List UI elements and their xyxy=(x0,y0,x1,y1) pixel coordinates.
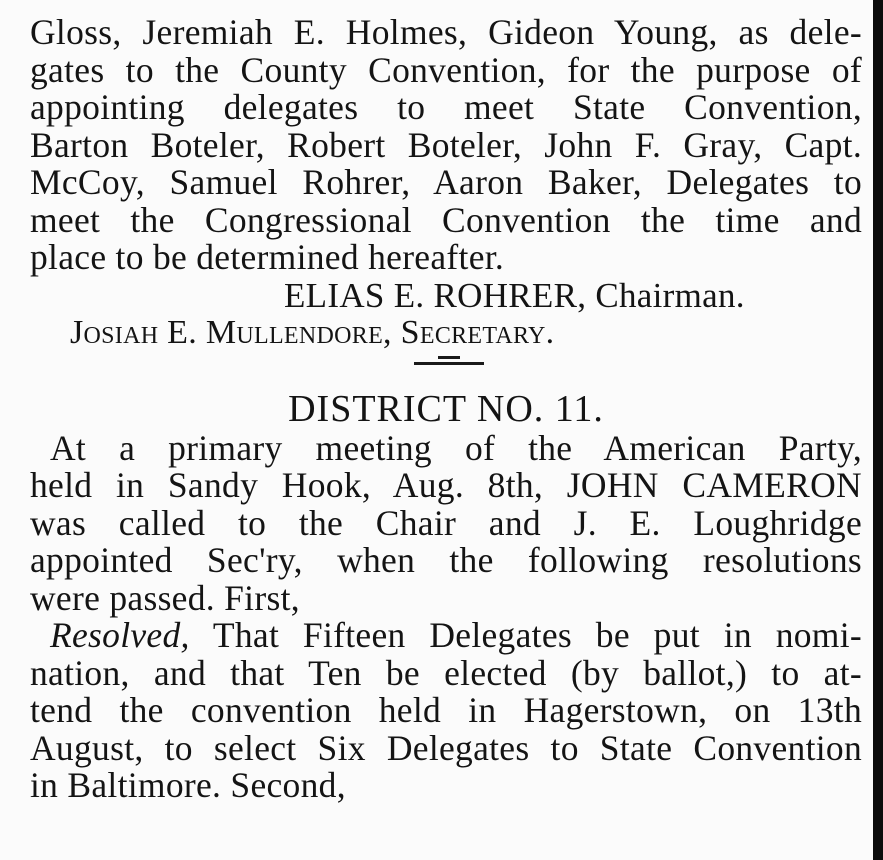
section-divider xyxy=(30,352,862,386)
divider-rule xyxy=(414,362,484,365)
text-line: At a primary meeting of the American Party, xyxy=(50,427,862,468)
district-heading: DISTRICT NO. 11. xyxy=(288,387,604,430)
text-line: appointing delegates to meet State Convention, xyxy=(30,87,862,127)
paragraph-resolution xyxy=(30,617,862,805)
text-line: appointed Sec'ry, when the following resolutions xyxy=(30,540,862,580)
text-span: That Fifteen Delegates be put in nomi- xyxy=(189,615,862,655)
text-line: was called to the Chair and J. E. Loughridge xyxy=(30,502,862,543)
paragraph-meeting xyxy=(30,427,862,618)
resolved-word: Resolved, xyxy=(50,615,190,655)
secretary-signature: Josiah E. Mullendore, Secretary. xyxy=(70,314,555,351)
text-line: nation, and that Ten be elected (by ballot,) to at- xyxy=(30,652,862,693)
text-line: place to be determined hereafter. xyxy=(30,237,505,277)
text-line: McCoy, Samuel Rohrer, Aaron Baker, Delegates to xyxy=(30,162,862,202)
text-line: held in Sandy Hook, Aug. 8th, JOHN CAMERON xyxy=(30,465,862,505)
text-line: tend the convention held in Hagerstown, on 13th xyxy=(30,690,862,730)
text-line: were passed. First, xyxy=(30,577,300,618)
article-body xyxy=(30,14,862,805)
chairman-signature: ELIAS E. ROHRER, Chairman. xyxy=(284,275,745,315)
text-line xyxy=(30,617,862,655)
paragraph-delegates xyxy=(30,14,862,277)
text-line: meet the Congressional Convention the time and xyxy=(30,199,862,240)
text-line: August, to select Six Delegates to State Convention xyxy=(30,727,862,768)
text-line: Barton Boteler, Robert Boteler, John F. Gray, Capt. xyxy=(30,124,862,165)
text-line: in Baltimore. Second, xyxy=(30,765,346,805)
text-line: Gloss, Jeremiah E. Holmes, Gideon Young, as dele- xyxy=(30,12,862,52)
text-line: gates to the County Convention, for the purpose of xyxy=(30,49,862,90)
column-rule xyxy=(873,0,883,860)
